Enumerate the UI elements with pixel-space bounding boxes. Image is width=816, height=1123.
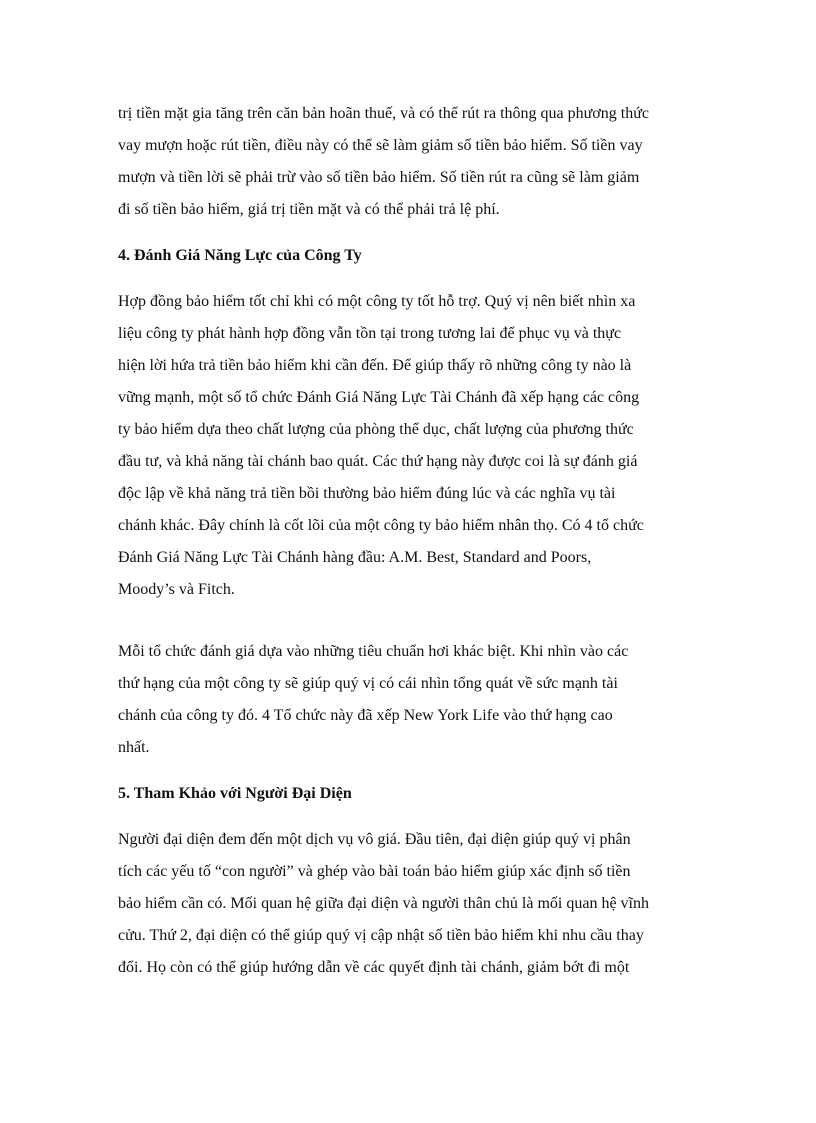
text-line: vững mạnh, một số tổ chức Đánh Giá Năng Lực Tài Chánh đã xếp hạng các công <box>118 389 640 406</box>
paragraph-agent-service <box>118 824 698 984</box>
text-line: Người đại diện đem đến một dịch vụ vô giá. Đầu tiên, đại diện giúp quý vị phân <box>118 831 631 848</box>
spacer <box>118 810 698 824</box>
text-line: đi số tiền bảo hiểm, giá trị tiền mặt và có thể phải trả lệ phí. <box>118 201 500 218</box>
text-line: độc lập về khả năng trả tiền bồi thường bảo hiểm đúng lúc và các nghĩa vụ tài <box>118 485 616 502</box>
document-body <box>118 98 698 984</box>
section-heading-agent-consult: 5. Tham Khảo với Người Đại Diện <box>118 785 352 802</box>
text-line: chánh khác. Đây chính là cốt lõi của một công ty bảo hiểm nhân thọ. Có 4 tổ chức <box>118 517 644 534</box>
text-line: Moody’s và Fitch. <box>118 581 235 598</box>
text-line: trị tiền mặt gia tăng trên căn bản hoãn thuế, và có thể rút ra thông qua phương thức <box>118 105 649 122</box>
spacer <box>118 226 698 240</box>
text-line: đầu tư, và khả năng tài chánh bao quát. Các thứ hạng này được coi là sự đánh giá <box>118 453 638 470</box>
text-line: thứ hạng của một công ty sẽ giúp quý vị có cái nhìn tổng quát về sức mạnh tài <box>118 675 618 692</box>
text-line: đổi. Họ còn có thể giúp hướng dẫn về các quyết định tài chánh, giảm bớt đi một <box>118 959 630 976</box>
spacer <box>118 764 698 778</box>
text-line: chánh của công ty đó. 4 Tổ chức này đã xếp New York Life vào thứ hạng cao <box>118 707 613 724</box>
text-line: mượn và tiền lời sẽ phải trừ vào số tiền bảo hiểm. Số tiền rút ra cũng sẽ làm giảm <box>118 169 640 186</box>
spacer <box>118 272 698 286</box>
text-line: ty bảo hiểm dựa theo chất lượng của phòng thể dục, chất lượng của phương thức <box>118 421 634 438</box>
text-line: hiện lời hứa trả tiền bảo hiểm khi cần đến. Để giúp thấy rõ những công ty nào là <box>118 357 632 374</box>
spacer <box>118 606 698 636</box>
text-line: nhất. <box>118 739 150 756</box>
section-heading-company-rating: 4. Đánh Giá Năng Lực của Công Ty <box>118 247 362 264</box>
paragraph-rating-criteria <box>118 636 698 764</box>
text-line: vay mượn hoặc rút tiền, điều này có thể sẽ làm giảm số tiền bảo hiểm. Số tiền vay <box>118 137 643 154</box>
text-line: tích các yếu tố “con người” và ghép vào bài toán bảo hiểm giúp xác định số tiền <box>118 863 631 880</box>
text-line: cửu. Thứ 2, đại diện có thể giúp quý vị cập nhật số tiền bảo hiểm khi nhu cầu thay <box>118 927 644 944</box>
text-line: Mỗi tổ chức đánh giá dựa vào những tiêu chuẩn hơi khác biệt. Khi nhìn vào các <box>118 643 629 660</box>
text-line: Đánh Giá Năng Lực Tài Chánh hàng đầu: A.M. Best, Standard and Poors, <box>118 549 592 566</box>
text-line: bảo hiểm cần có. Mối quan hệ giữa đại diện và người thân chủ là mối quan hệ vĩnh <box>118 895 649 912</box>
paragraph-cash-value <box>118 98 698 226</box>
text-line: Hợp đồng bảo hiểm tốt chỉ khi có một công ty tốt hỗ trợ. Quý vị nên biết nhìn xa <box>118 293 636 310</box>
text-line: liệu công ty phát hành hợp đồng vẫn tồn tại trong tương lai để phục vụ và thực <box>118 325 622 342</box>
paragraph-company-strength <box>118 286 698 606</box>
